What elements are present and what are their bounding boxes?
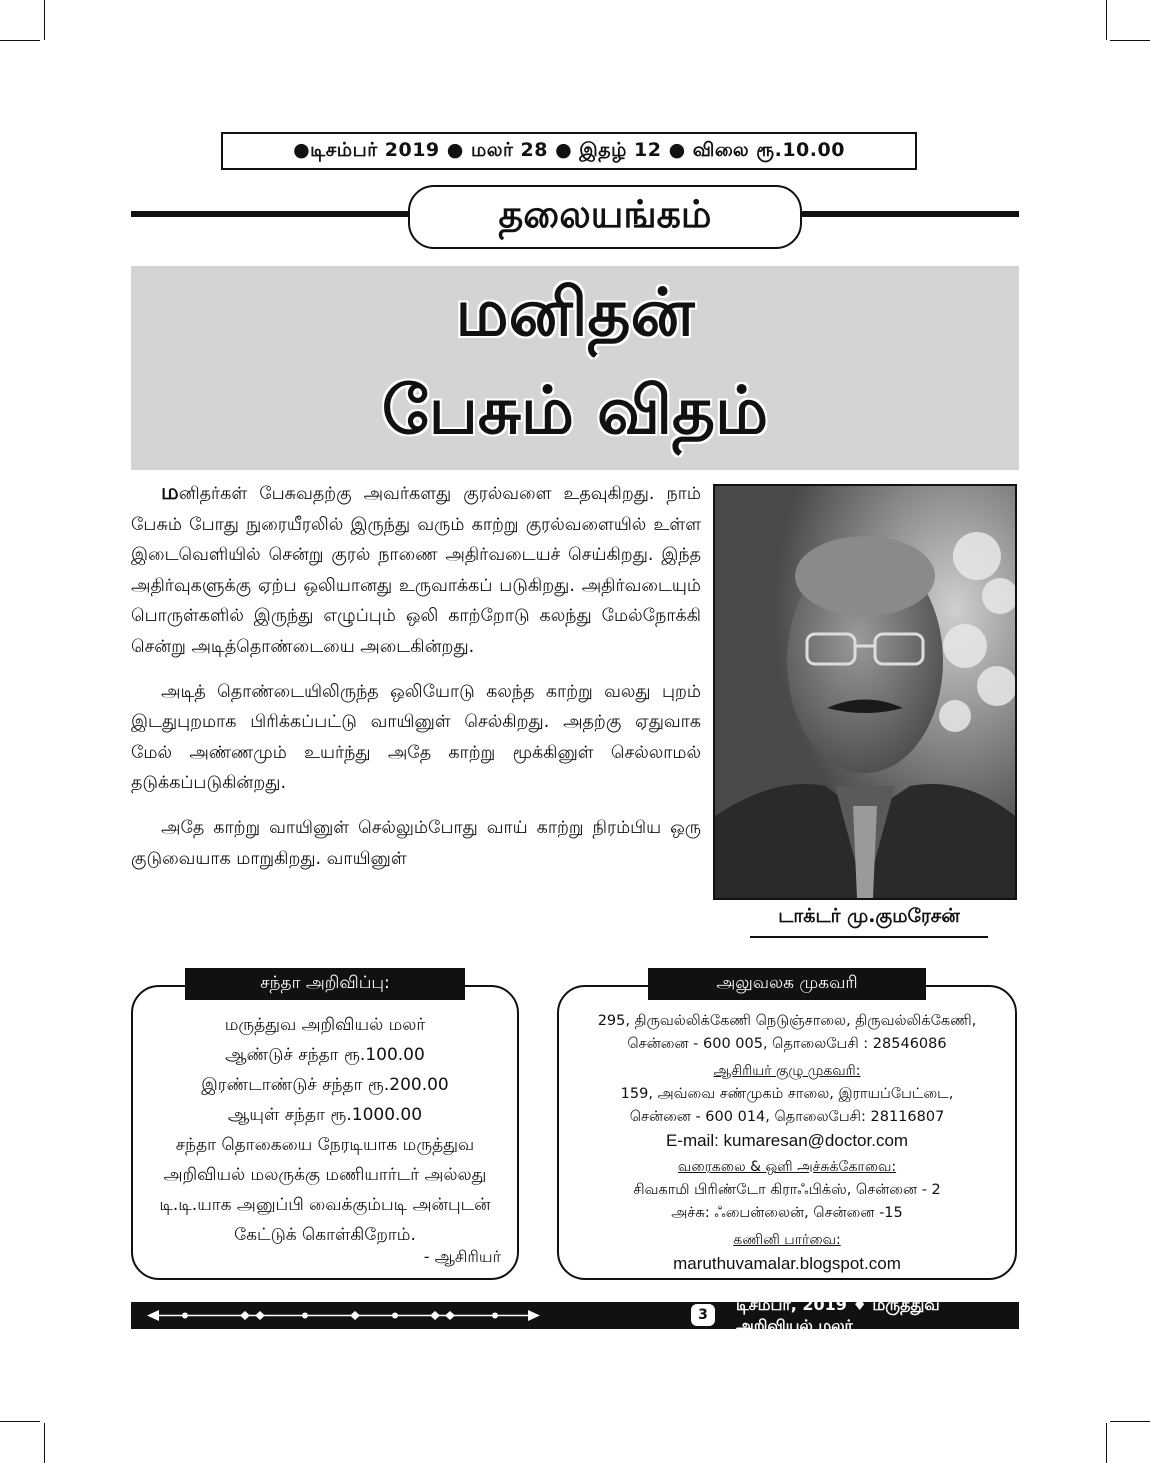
- paragraph-text: னிதர்கள் பேசுவதற்கு அவர்களது குரல்வளை உதவுகிறது. நாம் பேசும் போது நுரையீரலில் இருந்து வரும் காற்று குரல்வளையில் உள்ள இடைவெளியில் சென்று குரல் நாணை அதிர்வடையச் செய்கிறது. இந்த அதிர்வுகளுக்கு ஏற்ப ஒலியானது உருவாக்கப் படுகிறது. அதிர்வடையும் பொருள்களில் இருந்து எழுப்பும் ஒலி காற்றோடு கலந்து மேல்நோக்கி சென்று அடித்தொண்டையை அடைகின்றது.: [131, 484, 701, 657]
- email-text: E-mail: kumaresan@doctor.com: [665, 1131, 909, 1150]
- crop-mark: [0, 40, 40, 41]
- title-band: [131, 266, 1019, 470]
- article-body: [131, 478, 701, 888]
- crop-mark: [44, 1423, 45, 1463]
- crop-mark: [0, 1421, 40, 1422]
- office-address-line: சென்னை - 600 005, தொலைபேசி : 28546086: [627, 1036, 947, 1052]
- subscription-line: இரண்டாண்டுச் சந்தா ரூ.200.00: [201, 1075, 449, 1095]
- article-paragraph: அடித் தொண்டையிலிருந்த ஒலியோடு கலந்த காற்று வலது புறம் இடதுபுறமாக பிரிக்கப்பட்டு வாயினுள் செல்கிறது. அதற்கு ஏதுவாக மேல் அண்ணமும் உயர்ந்து அதே காற்று மூக்கினுள் செல்லாமல் தடுக்கப்படுகின்றது.: [131, 681, 701, 794]
- crop-mark: [1106, 1423, 1107, 1463]
- author-photo: [713, 484, 1017, 900]
- portrait-image: [715, 486, 1015, 898]
- print-line: சிவகாமி பிரிண்டோ கிராஃபிக்ஸ், சென்னை - 2: [633, 1182, 941, 1198]
- subscription-line: கேட்டுக் கொள்கிறோம்.: [234, 1225, 416, 1245]
- subscription-line: மருத்துவ அறிவியல் மலர்: [224, 1015, 426, 1035]
- editorial-address-label: ஆசிரியர் குழு முகவரி:: [713, 1063, 861, 1079]
- editorial-address-line: 159, அவ்வை சண்முகம் சாலை, இராயப்பேட்டை,: [620, 1086, 954, 1102]
- print-line: அச்சு: ஃபைன்லைன், சென்னை -15: [671, 1205, 903, 1221]
- office-heading: அலுவலக முகவரி: [648, 968, 926, 1000]
- subscription-line: ஆண்டுச் சந்தா ரூ.100.00: [225, 1045, 425, 1065]
- drop-cap: ம: [161, 480, 179, 505]
- editorial-address-line: சென்னை - 600 014, தொலைபேசி: 28116807: [629, 1109, 945, 1125]
- crop-mark: [1110, 40, 1150, 41]
- subscription-line: சந்தா தொகையை நேரடியாக மருத்துவ: [175, 1135, 475, 1155]
- print-label: வரைகலை & ஒளி அச்சுக்கோவை:: [677, 1159, 897, 1175]
- office-details: [557, 1010, 1017, 1275]
- footer-text: டிசம்பர், 2019 ♦ மருத்துவ அறிவியல் மலர்: [736, 1294, 940, 1335]
- subscription-line: அறிவியல் மலருக்கு மணியார்டர் அல்லது: [163, 1165, 487, 1185]
- subscription-line: ஆயுள் சந்தா ரூ.1000.00: [227, 1105, 423, 1125]
- page-number: 3: [691, 1304, 715, 1326]
- article-title-line1: மனிதன்: [455, 274, 695, 351]
- subscription-signature: - ஆசிரியர்: [423, 1247, 501, 1266]
- article-paragraph: அதே காற்று வாயினுள் செல்லும்போது வாய் காற்று நிரம்பிய ஒரு குடுவையாக மாறுகிறது. வாயினுள்: [131, 817, 701, 869]
- website-link[interactable]: maruthuvamalar.blogspot.com: [673, 1254, 901, 1273]
- subscription-heading: சந்தா அறிவிப்பு:: [185, 968, 465, 1000]
- subscription-line: டி.டி.யாக அனுப்பி வைக்கும்படி அன்புடன்: [159, 1195, 491, 1215]
- section-label: தலையங்கம்: [408, 185, 802, 249]
- crop-mark: [44, 0, 45, 40]
- article-title-line2: பேசும் விதம்: [381, 372, 769, 449]
- article-paragraph: [131, 478, 701, 663]
- crop-mark: [1106, 0, 1107, 40]
- photo-caption: டாக்டர் மு.குமரேசன்: [750, 905, 988, 938]
- web-label: கணினி பார்வை:: [733, 1232, 841, 1248]
- crop-mark: [1110, 1421, 1150, 1422]
- page-footer: [131, 1294, 1019, 1335]
- footer-ornament: [145, 1302, 675, 1329]
- subscription-details: [131, 1010, 519, 1250]
- office-address-line: 295, திருவல்லிக்கேணி நெடுஞ்சாலை, திருவல்லிக்கேணி,: [597, 1013, 977, 1029]
- issue-masthead: ●டிசம்பர் 2019 ● மலர் 28 ● இதழ் 12 ● விலை ரூ.10.00: [221, 132, 917, 170]
